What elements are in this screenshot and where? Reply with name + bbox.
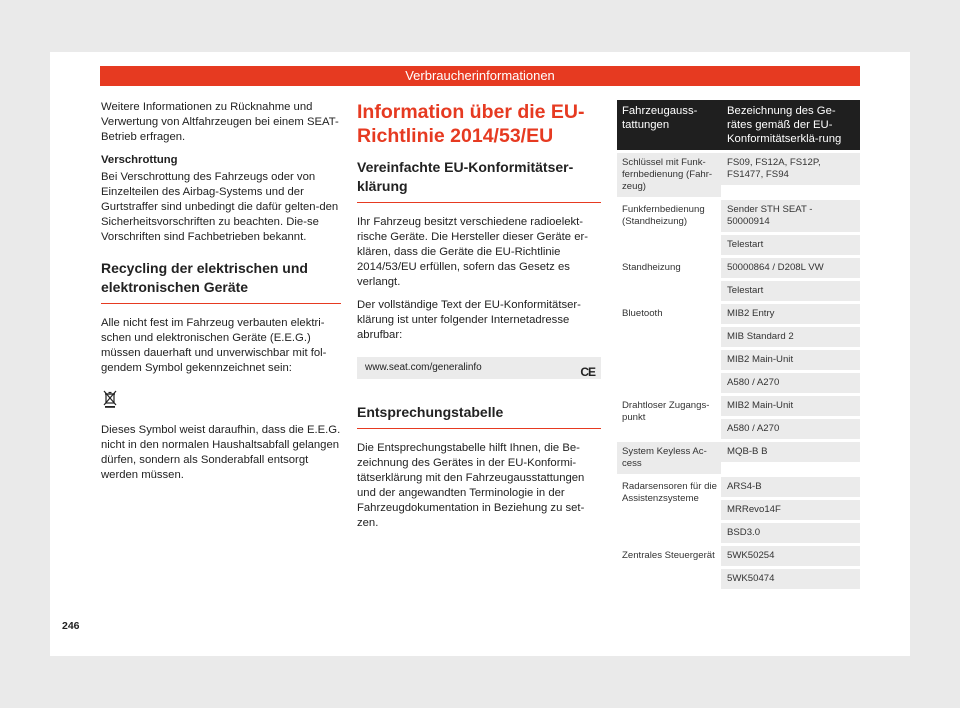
main-heading: Information über die EU-Richtlinie 2014/53/EU — [357, 101, 585, 147]
row-value: MIB2 Main-Unit — [721, 396, 860, 416]
table-header — [617, 100, 860, 150]
table-row — [617, 396, 860, 439]
crossed-out-wheelie-bin-icon — [103, 390, 117, 408]
table-row — [617, 477, 860, 543]
table-heading: Entsprechungstabelle — [357, 403, 601, 429]
row-value: MIB2 Entry — [721, 304, 860, 324]
table-row — [617, 153, 860, 197]
conformity-paragraph-2: Der vollständige Text der EU-Konformitätser-klärung ist unter folgender Internetadresse abrufbar: — [357, 299, 581, 341]
scrap-paragraph: Bei Verschrottung des Fahrzeugs oder von Einzelteilen des Airbag-Systems und der Gurtstraffer sind unbedingt die dafür gelten-den Sicherheitsvorschriften zu beachten. Die-se Vorschriften sind Fachbetrieben bekannt. — [101, 171, 339, 243]
row-label: Funkfernbedienung (Standheizung) — [622, 204, 705, 227]
row-label: Bluetooth — [622, 308, 663, 319]
row-label: Radarsensoren für die Assistenzsysteme — [622, 481, 717, 504]
row-label: Drahtloser Zugangs-punkt — [622, 400, 710, 423]
row-value: A580 / A270 — [721, 373, 860, 393]
recycling-paragraph: Alle nicht fest im Fahrzeug verbauten elektri-schen und elektronischen Geräte (E.E.G.) müssen dauerhaft und unverwischbar mit fol-gendem Symbol gekennzeichnet sein: — [101, 317, 327, 374]
table-row — [617, 546, 860, 589]
intro-paragraph: Weitere Informationen zu Rücknahme und Verwertung von Altfahrzeugen bei einem SEAT-Betrieb erfragen. — [101, 101, 339, 143]
url-box — [357, 357, 601, 379]
symbol-paragraph: Dieses Symbol weist daraufhin, dass die E.E.G. nicht in den normalen Haushaltsabfall gelangen dürfen, sondern als Sonderabfall entsorgt werden müssen. — [101, 424, 341, 481]
section-title-bar: Verbraucherinformationen — [100, 66, 860, 86]
ce-mark-icon: CE — [580, 365, 595, 379]
row-value: BSD3.0 — [721, 523, 860, 543]
left-column — [101, 100, 341, 491]
row-value: ARS4-B — [721, 477, 860, 497]
table-row — [617, 442, 860, 474]
row-value: A580 / A270 — [721, 419, 860, 439]
header-equipment: Fahrzeugauss-tattungen — [622, 105, 698, 131]
row-label: Schlüssel mit Funk-fernbedienung (Fahr-zeug) — [617, 153, 721, 197]
table-paragraph: Die Entsprechungstabelle hilft Ihnen, die Be-zeichnung des Gerätes in der EU-Konformi-tätserklärung mit den Fahrzeugausstattungen und der angewandten Terminologie in der Fahrzeugdokumentation in Beziehung zu set-zen. — [357, 442, 585, 529]
row-value: MIB2 Main-Unit — [721, 350, 860, 370]
conformity-subheading: Vereinfachte EU-Konformitätser-klärung — [357, 158, 601, 203]
correspondence-table — [617, 100, 860, 592]
table-row — [617, 304, 860, 393]
row-value: MRRevo14F — [721, 500, 860, 520]
conformity-paragraph-1: Ihr Fahrzeug besitzt verschiedene radioelekt-rische Geräte. Die Hersteller dieser Geräte er-klären, dass die Geräte die EU-Richtlinie 2014/53/EU erfüllen, sofern das Gesetz es verlangt. — [357, 216, 589, 288]
scrap-label: Verschrottung — [101, 154, 178, 166]
row-value: MQB-B B — [721, 442, 860, 462]
recycling-heading: Recycling der elektrischen und elektronischen Geräte — [101, 259, 341, 304]
row-value: Telestart — [721, 281, 860, 301]
table-row — [617, 258, 860, 301]
table-row — [617, 200, 860, 255]
row-value: 5WK50474 — [721, 569, 860, 589]
row-label: Standheizung — [622, 262, 681, 273]
row-label: Zentrales Steuergerät — [622, 550, 715, 561]
row-value: MIB Standard 2 — [721, 327, 860, 347]
row-value: Sender STH SEAT - 50000914 — [721, 200, 860, 232]
url-text[interactable]: www.seat.com/generalinfo — [365, 362, 482, 373]
row-label: System Keyless Ac-cess — [617, 442, 721, 474]
header-designation: Bezeichnung des Ge-rätes gemäß der EU-Konformitätserklä-rung — [727, 105, 842, 145]
row-value: 5WK50254 — [721, 546, 860, 566]
row-value: FS09, FS12A, FS12P, FS1477, FS94 — [721, 153, 860, 185]
middle-column — [357, 100, 601, 539]
row-value: Telestart — [721, 235, 860, 255]
page-number: 246 — [62, 620, 80, 632]
row-value: 50000864 / D208L VW — [721, 258, 860, 278]
